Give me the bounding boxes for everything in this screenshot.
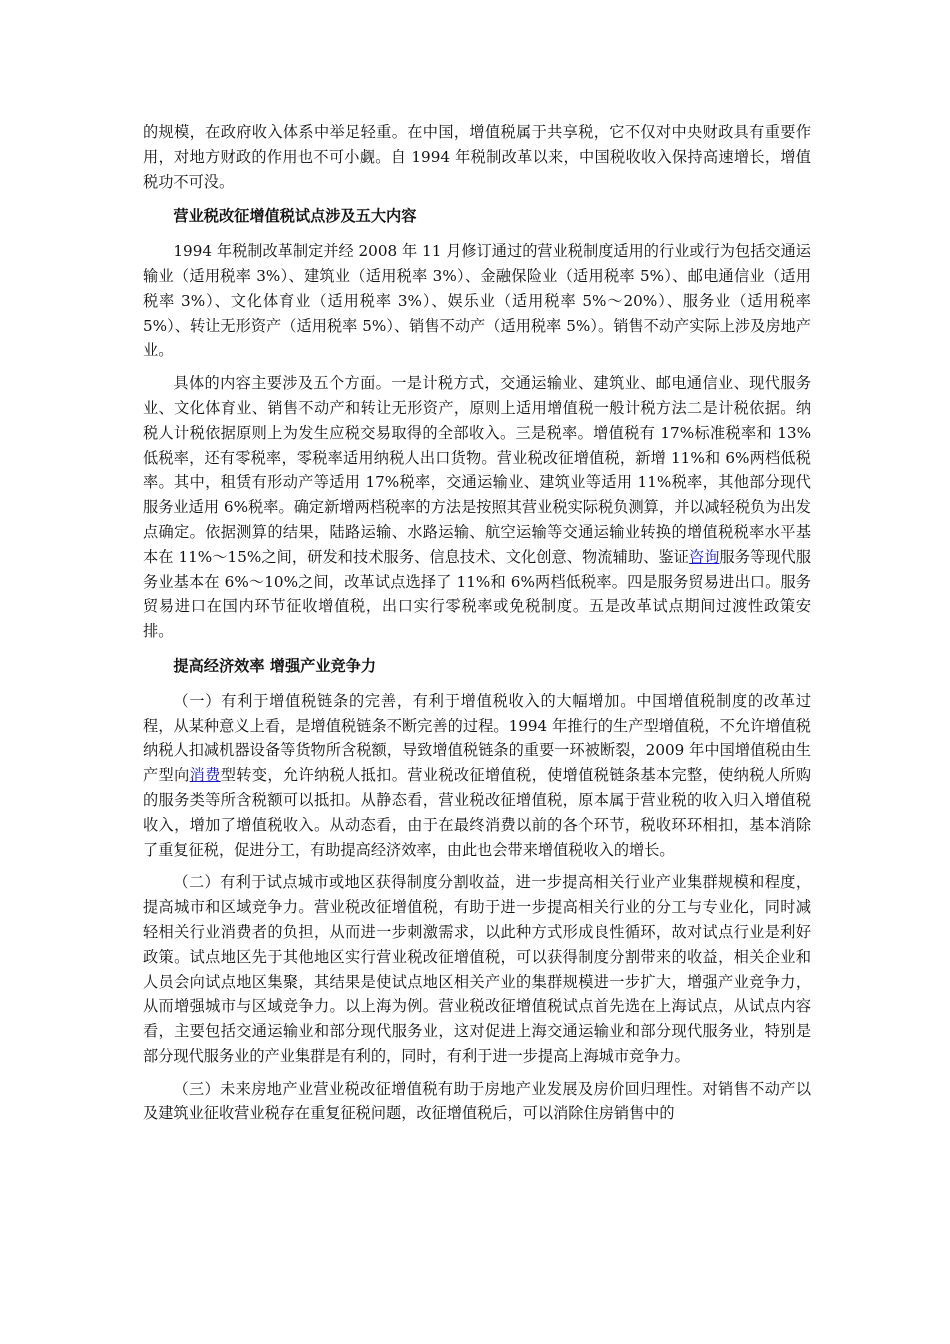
paragraph-business-tax-rates: 1994 年税制改革制定并经 2008 年 11 月修订通过的营业税制度适用的行业或行为包括交通运输业（适用税率 3%）、建筑业（适用税率 3%）、金融保险业（适用税率 5%）、邮电通信业（适用税率 3%）、文化体育业（适用税率 3%）、娱乐业（适用税率 5%～20%）、服务业（适用税率 5%）、转让无形资产（适用税率 5%）、销售不动产（适用税率 5%）。销售不动产实际上涉及房地产业。 <box>143 242 811 360</box>
paragraph-five-aspects-part-a: 具体的内容主要涉及五个方面。一是计税方式，交通运输业、建筑业、邮电通信业、现代服务业、文化体育业、销售不动产和转让无形资产，原则上适用增值税一般计税方法二是计税依据。纳税人计税依据原则上为发生应税交易取得的全部收入。三是税率。增值税有 17%标准税率和 13%低税率，还有零税率，零税率适用纳税人出口货物。营业税改征增值税，新增 11%和 6%两档低税率。其中，租赁有形动产等适用 17%税率，交通运输业、建筑业等适用 11%税率，其他部分现代服务业适用 6%税率。确定新增两档税率的方法是按照其营业税实际税负测算，并以减轻税负为出发点确定。依据测算的结果，陆路运输、水路运输、航空运输等交通运输业转换的增值税税率水平基本在 11%～15%之间，研发和技术服务、信息技术、文化创意、物流辅助、鉴证 <box>143 374 811 566</box>
consumption-link[interactable]: 消费 <box>189 766 221 785</box>
paragraph-five-aspects-part-b: 服务等现代服务业基本在 6%～10%之间，改革试点选择了 11%和 6%两档低税率。四是服务贸易进出口。服务贸易进口在国内环节征收增值税，出口实行零税率或免税制度。五是改革试点期间过渡性政策安排。 <box>143 547 812 641</box>
paragraph-vat-chain-part-a: （一）有利于增值税链条的完善，有利于增值税收入的大幅增加。中国增值税制度的改革过程，从某种意义上看，是增值税链条不断完善的过程。1994 年推行的生产型增值税，不允许增值税纳税人扣减机器设备等货物所含税额，导致增值税链条的重要一环被断裂，2009 年中国增值税由生产型向 <box>143 691 811 785</box>
section-heading-pilot-contents: 营业税改征增值税试点涉及五大内容 <box>173 207 417 226</box>
consulting-link[interactable]: 咨询 <box>688 547 720 566</box>
section-heading-efficiency: 提高经济效率 增强产业竞争力 <box>173 656 377 675</box>
paragraph-pilot-city-benefits: （二）有利于试点城市或地区获得制度分割收益，进一步提高相关行业产业集群规模和程度，提高城市和区域竞争力。营业税改征增值税，有助于进一步提高相关行业的分工与专业化，同时减轻相关行业消费者的负担，从而进一步刺激需求，以此种方式形成良性循环，故对试点行业是利好政策。试点地区先于其他地区实行营业税改征增值税，可以获得制度分割带来的收益，相关企业和人员会向试点地区集聚，其结果是使试点地区相关产业的集群规模进一步扩大，增强产业竞争力，从而增强城市与区域竞争力。以上海为例。营业税改征增值税试点首先选在上海试点，从试点内容看，主要包括交通运输业和部分现代服务业，这对促进上海交通运输业和部分现代服务业，特别是部分现代服务业的产业集群是有利的，同时，有利于进一步提高上海城市竞争力。 <box>143 873 811 1065</box>
paragraph-vat-chain-part-b: 型转变，允许纳税人抵扣。营业税改征增值税，使增值税链条基本完整，使纳税人所购的服务类等所含税额可以抵扣。从静态看，营业税改征增值税，原本属于营业税的收入归入增值税收入，增加了增值税收入。从动态看，由于在最终消费以前的各个环节，税收环环相扣，基本消除了重复征税，促进分工，有助提高经济效率，由此也会带来增值税收入的增长。 <box>143 766 812 859</box>
paragraph-five-aspects <box>143 371 811 644</box>
paragraph-intro-continuation: 的规模，在政府收入体系中举足轻重。在中国，增值税属于共享税，它不仅对中央财政具有重要作用，对地方财政的作用也不可小觑。自 1994 年税制改革以来，中国税收收入保持高速增长，增值税功不可没。 <box>143 123 811 191</box>
paragraph-real-estate: （三）未来房地产业营业税改征增值税有助于房地产业发展及房价回归理性。对销售不动产以及建筑业征收营业税存在重复征税问题，改征增值税后，可以消除住房销售中的 <box>143 1079 811 1123</box>
document-page <box>143 120 811 1134</box>
paragraph-vat-chain <box>143 689 811 863</box>
